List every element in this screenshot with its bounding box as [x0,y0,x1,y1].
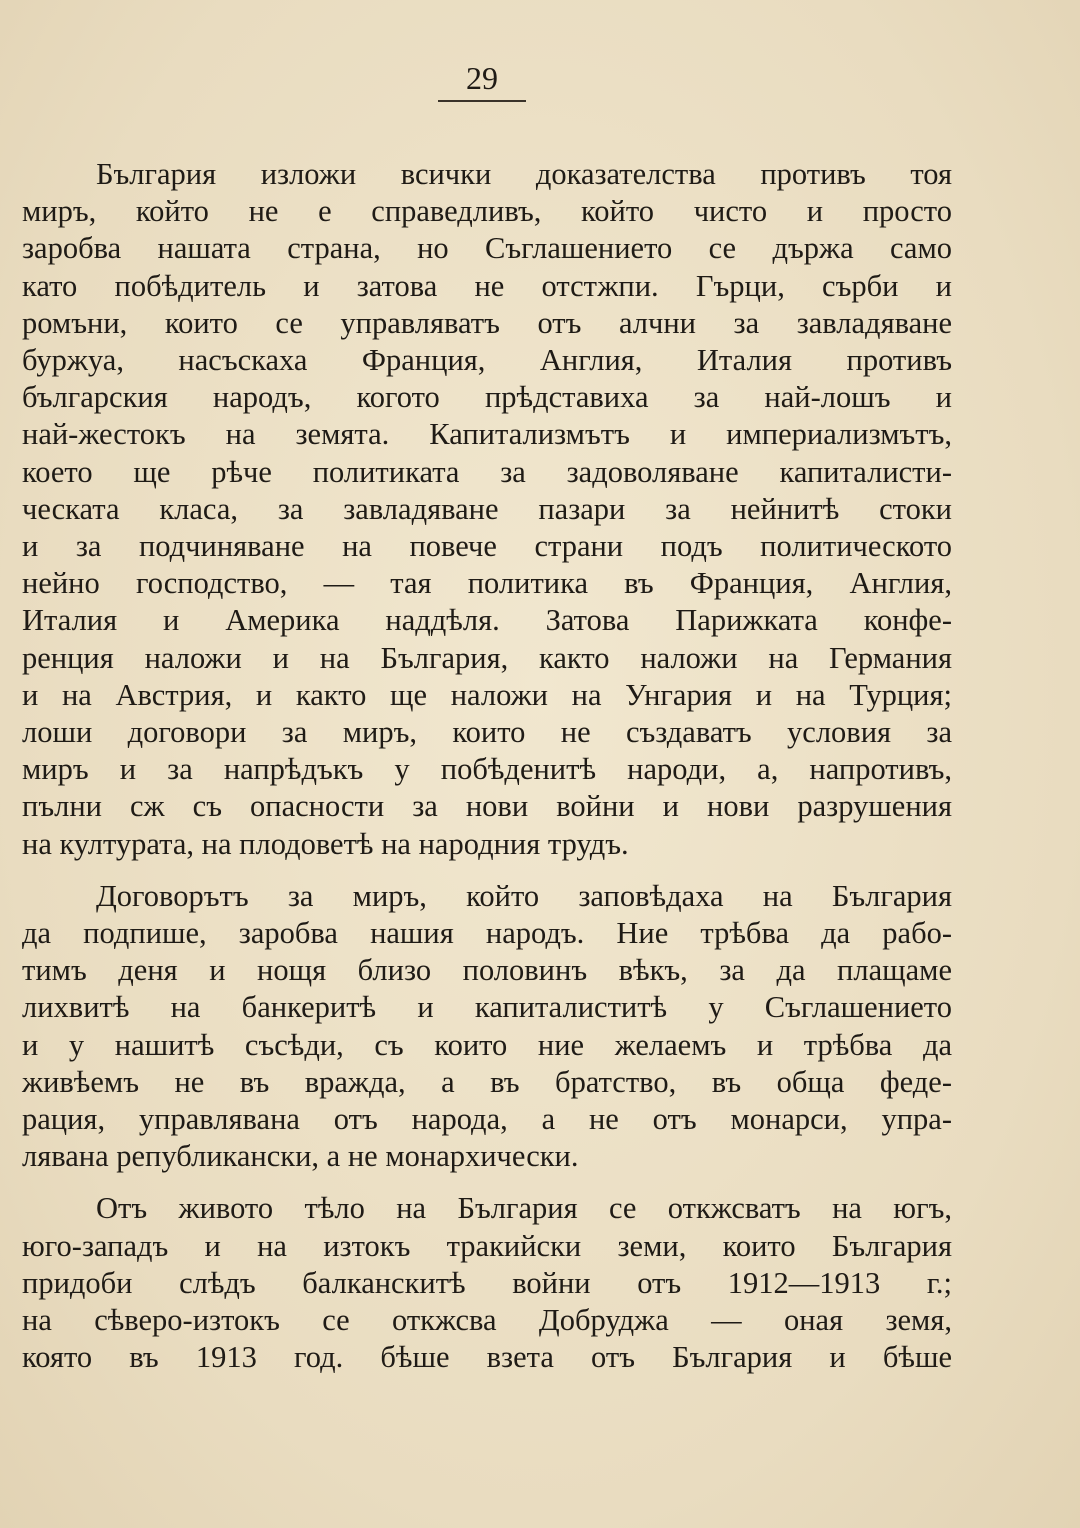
text-line: Отъ живото тѣло на България се откжсватъ на югъ, [96,1191,952,1226]
paragraph-3 [22,1190,952,1376]
page-number: 29 [466,60,498,96]
text-line: ческата класа, за завладяване пазари за нейнитѣ стоки [22,491,952,526]
text-line: най-жестокъ на земята. Капитализмътъ и империализмътъ, [22,417,952,452]
text-line: нейно господство, — тая политика въ Франция, Англия, [22,566,952,601]
text-line: рация, управлявана отъ народа, а не отъ монарси, упра- [22,1102,952,1137]
paragraph-1 [22,156,952,863]
text-line: лихвитѣ на банкеритѣ и капиталиститѣ у Съглашението [22,990,952,1025]
text-line: ренция наложи и на България, както наложи на Германия [22,640,952,675]
text-line: миръ, който не е справедливъ, който чисто и просто [22,194,952,229]
paragraph-2 [22,878,952,1176]
text-line: юго-западъ и на изтокъ тракийски земи, които България [22,1228,952,1263]
text-line: придоби слѣдъ балканскитѣ войни отъ 1912—1913 г.; [22,1265,952,1300]
text-line: Договорътъ за миръ, който заповѣдаха на България [96,878,952,913]
text-line: заробва нашата страна, но Съглашението се държа само [22,231,952,266]
text-line: и на Австрия, и както ще наложи на Унгария и на Турция; [22,677,952,712]
text-line: да подпише, заробва нашия народъ. Ние трѣбва да рабо- [22,916,952,951]
text-line: буржуа, насъскаха Франция, Англия, Италия противъ [22,343,952,378]
text-line: което ще рѣче политиката за задоволяване капиталисти- [22,454,952,489]
text-line: лявана републикански, а не монархически. [22,1139,579,1174]
text-line: тимъ деня и нощя близо половинъ вѣкъ, за да плащаме [22,953,952,988]
text-body [22,156,952,1377]
text-line: лоши договори за миръ, които не създаватъ условия за [22,715,952,750]
text-line: ромъни, които се управляватъ отъ алчни за завладяване [22,305,952,340]
text-line: на сѣверо-изтокъ се откжсва Добруджа — оная земя, [22,1303,952,1338]
text-line: миръ и за напрѣдъкъ у побѣденитѣ народи, а, напротивъ, [22,752,952,787]
text-line: Италия и Америка наддѣля. Затова Парижката конфе- [22,603,952,638]
text-line: пълни сж съ опасности за нови войни и нови разрушения [22,789,952,824]
text-line: като побѣдитель и затова не отстжпи. Гърци, сърби и [22,268,952,303]
page-number-rule [438,100,526,102]
text-line: българския народъ, когото прѣдставиха за най-лошъ и [22,380,952,415]
text-line: България изложи всички доказателства противъ тоя [96,157,952,191]
text-line: и у нашитѣ съсѣди, съ които ние желаемъ и трѣбва да [22,1027,952,1062]
text-line: живѣемъ не въ вражда, а въ братство, въ обща феде- [22,1064,952,1099]
text-line: която въ 1913 год. бѣше взета отъ България и бѣше [22,1340,952,1375]
text-line: на културата, на плодоветѣ на народния трудъ. [22,826,629,861]
text-line: и за подчиняване на повече страни подъ политическото [22,529,952,564]
